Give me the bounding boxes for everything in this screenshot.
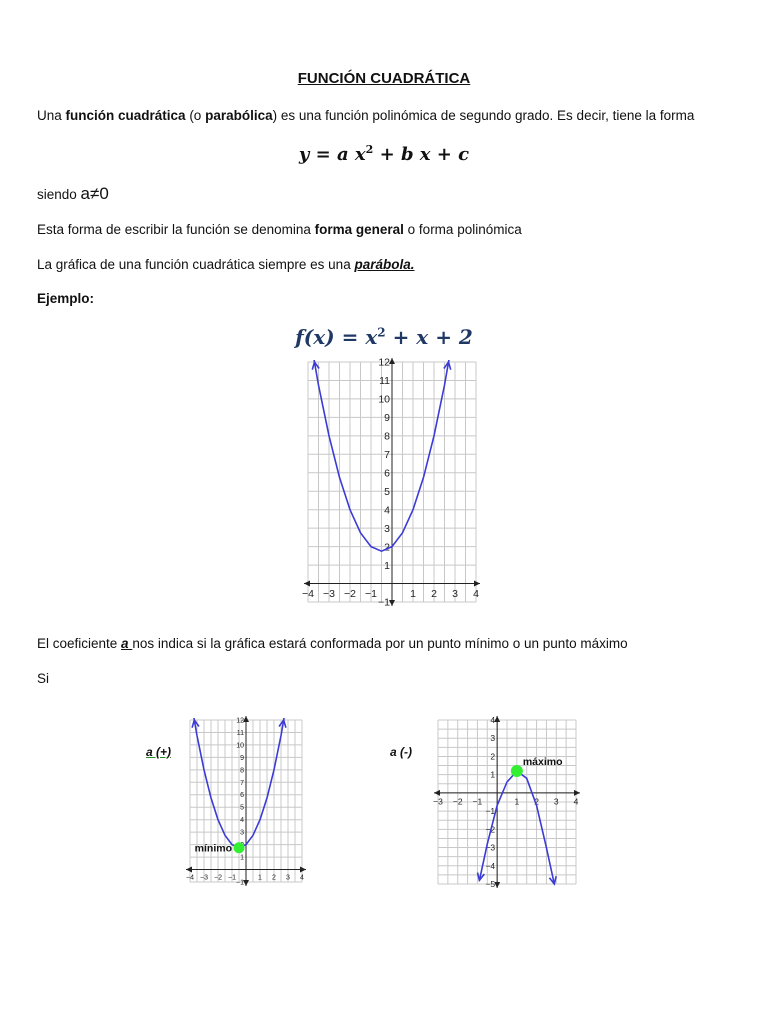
x-tick-label: 2: [431, 588, 437, 601]
grafica-paragraph: [37, 257, 414, 272]
y-tick-label: 4: [240, 817, 244, 825]
y-tick-label: 1: [384, 559, 390, 572]
fx-exp: 2: [377, 325, 386, 340]
extremum-point: [511, 765, 523, 777]
y-tick-label: −2: [485, 824, 496, 835]
y-tick-label: 12: [236, 717, 244, 725]
label-a-negative: a (-): [390, 745, 412, 759]
y-tick-label: 3: [384, 522, 390, 535]
x-tick-label: 4: [300, 874, 304, 882]
y-tick-label: 10: [378, 393, 390, 406]
y-tick-label: 1: [240, 854, 244, 862]
formula-exp: 2: [365, 143, 374, 156]
y-tick-label: −1: [485, 806, 496, 817]
fx-f: f: [295, 325, 304, 349]
forma-text-1: Esta forma de escribir la función se denomina: [37, 222, 315, 237]
intro-text-1: Una: [37, 108, 66, 123]
x-tick-label: 3: [286, 874, 290, 882]
x-tick-label: 2: [534, 796, 539, 807]
x-tick-label: −1: [228, 874, 236, 882]
fx-x: x: [313, 325, 326, 349]
x-axis-arrow-right: [574, 790, 580, 796]
fx-plus-2: +: [428, 325, 459, 349]
y-tick-label: 12: [378, 356, 390, 369]
label-a-positive-text: a (+): [146, 745, 172, 759]
fx-plus-1: +: [385, 325, 417, 349]
y-tick-label: 2: [384, 541, 390, 554]
x-tick-label: 1: [410, 588, 416, 601]
y-tick-label: 7: [384, 448, 390, 461]
coef-text-2: nos indica si la gráfica estará conformada por un punto mínimo o un punto máximo: [132, 636, 628, 651]
x-tick-label: 1: [514, 796, 520, 807]
formula-b: b: [400, 144, 414, 165]
y-tick-label: 11: [236, 729, 244, 737]
label-a-positive: [146, 745, 171, 759]
maximo-label: máximo: [522, 756, 563, 769]
fx-x-squared: x: [365, 325, 378, 349]
x-tick-label: 3: [452, 588, 458, 601]
example-formula: [0, 325, 768, 349]
x-axis-arrow-right: [474, 581, 480, 587]
x-axis-arrow-right: [300, 867, 306, 873]
positive-a-chart: [184, 712, 308, 892]
forma-text-2: o forma polinómica: [403, 222, 522, 237]
y-tick-label: 7: [240, 779, 244, 787]
y-tick-label: −1: [378, 596, 390, 609]
x-tick-label: −2: [214, 874, 222, 882]
formula-eq: =: [309, 144, 337, 165]
ejemplo-heading: Ejemplo:: [37, 291, 95, 306]
y-tick-label: 5: [384, 485, 390, 498]
forma-paragraph: [37, 222, 522, 237]
x-tick-label: 4: [573, 796, 579, 807]
y-tick-label: 11: [379, 375, 390, 388]
formula-plus-2: +: [430, 144, 459, 165]
intro-text-3: ) es una función polinómica de segundo grado. Es decir, tiene la forma: [272, 108, 695, 123]
y-tick-label: −1: [236, 879, 244, 887]
y-tick-label: 9: [384, 412, 390, 425]
x-tick-label: −4: [186, 874, 194, 882]
si-text: Si: [37, 671, 50, 686]
forma-bold: forma general: [314, 222, 404, 237]
x-tick-label: −1: [365, 588, 377, 601]
x-tick-label: −3: [200, 874, 208, 882]
grafica-parabola: parábola.: [354, 257, 415, 272]
x-tick-label: 2: [272, 874, 276, 882]
formula-c: c: [458, 144, 470, 165]
intro-paragraph: [37, 108, 694, 123]
x-tick-label: 3: [553, 796, 559, 807]
x-axis-arrow-left: [434, 790, 440, 796]
formula-y: y: [298, 144, 310, 165]
x-tick-label: 1: [258, 874, 262, 882]
siendo-line: [37, 184, 109, 204]
x-tick-label: −1: [472, 796, 483, 807]
y-tick-label: 8: [384, 430, 390, 443]
y-tick-label: 4: [490, 714, 496, 725]
y-tick-label: 2: [490, 751, 496, 762]
grafica-text: La gráfica de una función cuadrática siempre es una: [37, 257, 355, 272]
siendo-condition: a≠0: [80, 184, 109, 203]
fx-lparen: (: [303, 325, 314, 349]
y-tick-label: 4: [384, 504, 390, 517]
intro-bold-2: parabólica: [205, 108, 273, 123]
intro-text-2: (o: [185, 108, 206, 123]
y-tick-label: 10: [236, 742, 244, 750]
x-tick-label: 4: [473, 588, 479, 601]
formula-plus-1: +: [373, 144, 401, 165]
y-tick-label: 9: [240, 754, 244, 762]
y-tick-label: 3: [490, 733, 496, 744]
page-title: FUNCIÓN CUADRÁTICA: [297, 70, 471, 87]
intro-bold-1: función cuadrática: [65, 108, 186, 123]
example-parabola-chart: [298, 352, 484, 614]
y-tick-label: 8: [240, 767, 244, 775]
minimo-label: mínimo: [194, 842, 232, 855]
y-tick-label: 6: [384, 467, 390, 480]
fx-rparen: ): [325, 325, 335, 349]
siendo-text: siendo: [37, 187, 81, 202]
y-tick-label: 3: [240, 829, 244, 837]
formula-a: a: [336, 144, 349, 165]
x-tick-label: −2: [452, 796, 463, 807]
y-tick-label: 1: [490, 769, 496, 780]
y-tick-label: −3: [485, 842, 496, 853]
coef-text-1: El coeficiente: [37, 636, 122, 651]
fx-x-linear: x: [416, 325, 429, 349]
x-tick-label: −2: [344, 588, 356, 601]
formula-x: x: [354, 144, 366, 165]
x-tick-label: −4: [302, 588, 314, 601]
general-formula: [0, 143, 768, 165]
fx-constant: 2: [458, 325, 473, 349]
y-tick-label: 5: [240, 804, 244, 812]
x-axis-arrow-left: [304, 581, 310, 587]
x-tick-label: −3: [323, 588, 335, 601]
x-axis-arrow-left: [186, 867, 192, 873]
extremum-point: [234, 842, 245, 853]
coef-paragraph: [37, 636, 628, 651]
y-tick-label: −5: [485, 878, 496, 889]
coef-a: a: [121, 636, 133, 651]
formula-x-2: x: [413, 144, 431, 165]
x-tick-label: −3: [433, 796, 443, 807]
y-tick-label: 6: [240, 792, 244, 800]
negative-a-chart: [430, 712, 584, 892]
fx-eq: =: [334, 325, 366, 349]
y-tick-label: −4: [485, 860, 496, 871]
